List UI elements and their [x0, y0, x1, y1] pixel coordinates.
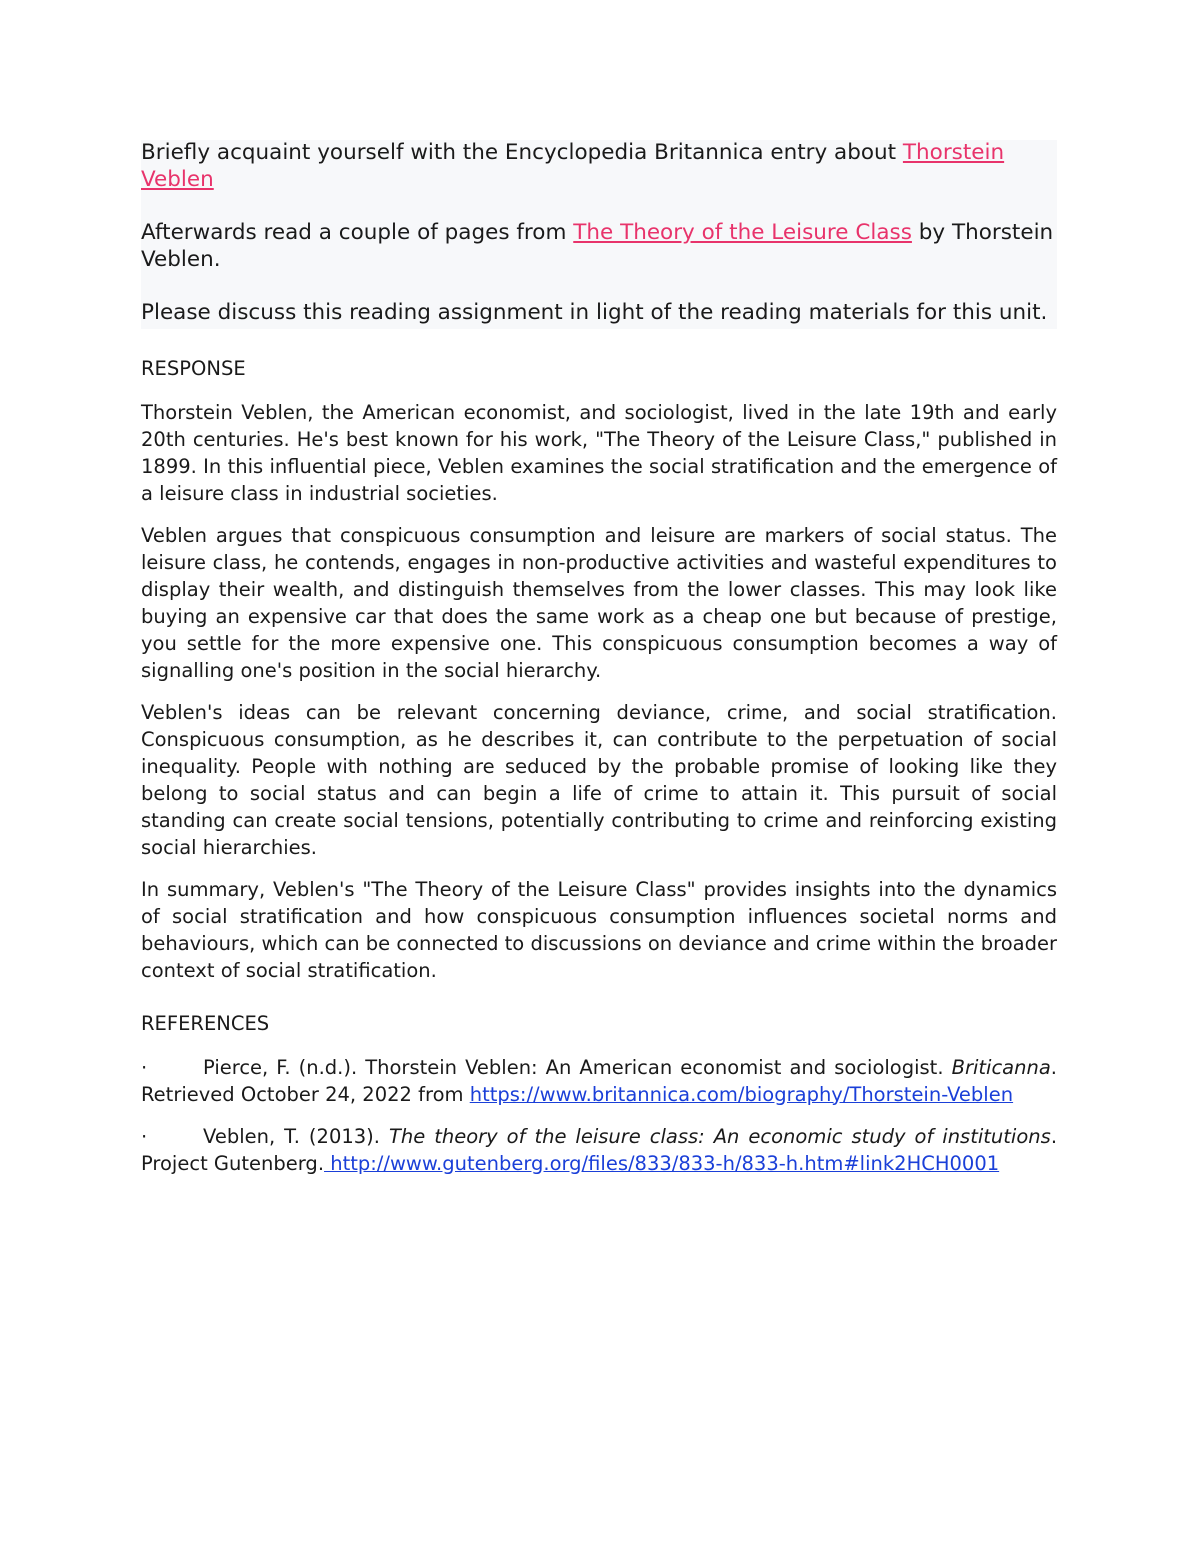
bullet-marker: · [141, 1055, 148, 1079]
thorstein-veblen-link[interactable]: Thorstein Veblen [141, 140, 1005, 192]
assignment-prompt [141, 140, 1057, 329]
references-heading: REFERENCES [141, 1011, 270, 1035]
response-paragraph-1: Thorstein Veblen, the American economist, and sociologist, lived in the late 19th and early 20th centuries. He's best known for his work, "The Theory of the Leisure Class," published in 1899. In this influential piece, Veblen examines the social stratification and the emergence of a leisure class in industrial societies. [141, 400, 1057, 505]
prompt-paragraph-2: Afterwards read a couple of pages from The Theory of the Leisure Class by Thorstein Veblen. [141, 220, 1054, 272]
gutenberg-url-link[interactable]: http://www.gutenberg.org/files/833/833-h/833-h.htm#link2HCH0001 [324, 1151, 1000, 1175]
leisure-class-link[interactable]: The Theory of the Leisure Class [573, 220, 912, 245]
reference-1: · Pierce, F. (n.d.). Thorstein Veblen: An American economist and sociologist. Briticanna. Retrieved October 24, 2022 from https://www.britannica.com/biography/Thorstein-Veblen [141, 1055, 1057, 1106]
response-heading: RESPONSE [141, 356, 246, 380]
response-paragraph-4: In summary, Veblen's "The Theory of the Leisure Class" provides insights into the dynamics of social stratification and how conspicuous consumption influences societal norms and behaviours, which can be connected to discussions on deviance and crime within the broader context of social stratification. [141, 877, 1057, 982]
response-paragraph-3: Veblen's ideas can be relevant concerning deviance, crime, and social stratification. Conspicuous consumption, as he describes it, can contribute to the perpetuation of social inequality. People with nothing are seduced by the probable promise of looking like they belong to social status and can begin a life of crime to attain it. This pursuit of social standing can create social tensions, potentially contributing to crime and reinforcing existing social hierarchies. [141, 700, 1057, 859]
response-paragraph-2: Veblen argues that conspicuous consumption and leisure are markers of social status. The leisure class, he contends, engages in non-productive activities and wasteful expenditures to display their wealth, and distinguish themselves from the lower classes. This may look like buying an expensive car that does the same work as a cheap one but because of prestige, you settle for the more expensive one. This conspicuous consumption becomes a way of signalling one's position in the social hierarchy. [141, 523, 1057, 682]
bullet-marker: · [141, 1124, 148, 1148]
britannica-url-link[interactable]: https://www.britannica.com/biography/Thorstein-Veblen [469, 1082, 1014, 1106]
response-section [141, 355, 1057, 1177]
reference-2: · Veblen, T. (2013). The theory of the leisure class: An economic study of institutions. Project Gutenberg. http://www.gutenberg.org/files/833/833-h/833-h.htm#link2HCH0001 [141, 1124, 1058, 1175]
document-page [141, 140, 1057, 1192]
prompt-paragraph-3: Please discuss this reading assignment in light of the reading materials for this unit. [141, 300, 1048, 325]
prompt-paragraph-1: Briefly acquaint yourself with the Encyclopedia Britannica entry about Thorstein Veblen [141, 140, 1005, 192]
